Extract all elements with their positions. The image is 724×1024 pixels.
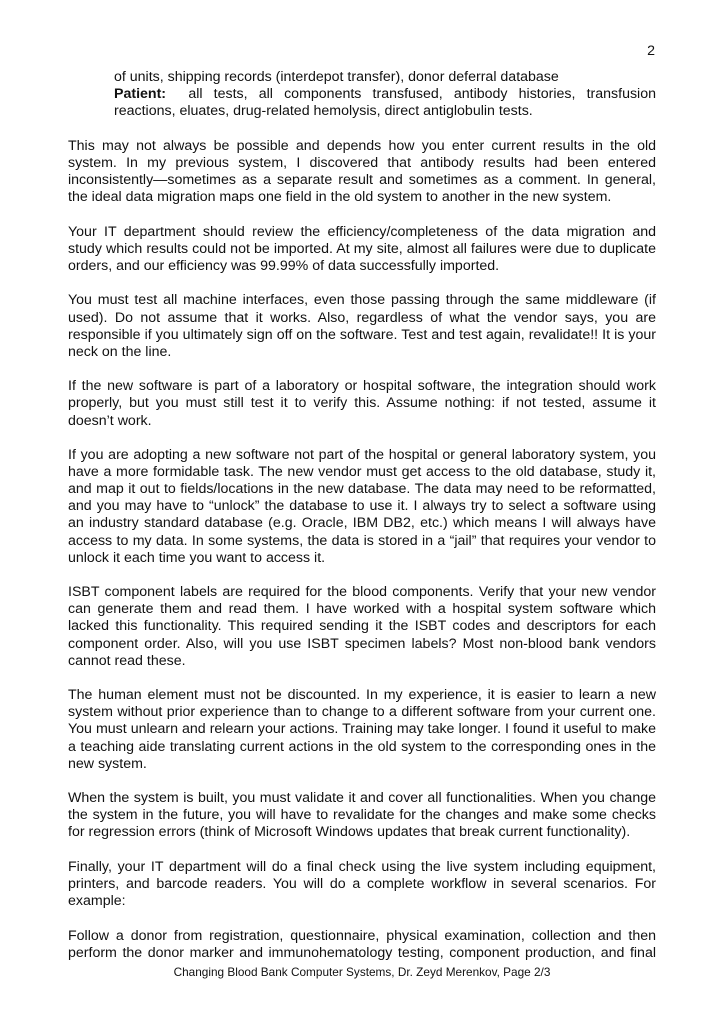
paragraph-final-check: Finally, your IT department will do a final check using the live system including equipment, printers, and barcode readers. You will do a complete workflow in several scenarios. For example: — [68, 858, 656, 910]
paragraph-machine-interfaces: You must test all machine interfaces, even those passing through the same middleware (if used). Do not assume that it works. Also, regardless of what the vendor says, you are responsible if you ultimately sign off on the software. Test and test again, revalidate!! It is your neck on the line. — [68, 292, 656, 360]
document-body — [68, 69, 660, 962]
page-number: 2 — [647, 43, 655, 59]
paragraph-isbt-labels: ISBT component labels are required for the blood components. Verify that your new vendor can generate them and read them. I have worked with a hospital system software which lacked this functionality. This required sending it the ISBT codes and descriptors for each component order. Also, will you use ISBT specimen labels? Most non-blood bank vendors cannot read these. — [68, 584, 656, 669]
intro-block — [114, 69, 660, 120]
patient-line — [114, 86, 660, 120]
paragraph-new-software: If you are adopting a new software not part of the hospital or general laboratory system, you have a more formidable task. The new vendor must get access to the old database, study it, and map it out to fields/locations in the new database. The data may need to be reformatted, and you may have to “unlock” the database to use it. I always try to select a software using an industry standard database (e.g. Oracle, IBM DB2, etc.) which means I will always have access to my data. In some systems, the data is stored in a “jail” that requires your vendor to unlock it each time you want to access it. — [68, 447, 656, 566]
paragraph-data-mapping: This may not always be possible and depends how you enter current results in the old system. In my previous system, I discovered that antibody results had been entered inconsistently—sometimes as a separate result and sometimes as a comment. In general, the ideal data migration maps one field in the old system to another in the new system. — [68, 137, 656, 206]
paragraph-human-element: The human element must not be discounted. In my experience, it is easier to learn a new system without prior experience than to change to a different software from your current one. You must unlearn and relearn your actions. Training may take longer. I found it useful to make a teaching aide translating current actions in the old system to the corresponding ones in the new system. — [68, 687, 656, 772]
patient-text: all tests, all components transfused, antibody histories, transfusion reactions, eluates, drug-related hemolysis, direct antiglobulin tests. — [114, 86, 660, 120]
paragraph-migration-review: Your IT department should review the efficiency/completeness of the data migration and study which results could not be imported. At my site, almost all failures were due to duplicate orders, and our efficiency was 99.99% of data successfully imported. — [68, 223, 656, 274]
paragraph-validation: When the system is built, you must validate it and cover all functionalities. When you change the system in the future, you will have to revalidate for the changes and make some checks for regression errors (think of Microsoft Windows updates that break current functionality). — [68, 790, 656, 841]
patient-label: Patient: — [114, 86, 167, 103]
paragraph-donor-workflow: Follow a donor from registration, questionnaire, physical examination, collection and then perform the donor marker and immunohematology testing, component production, and final — [68, 927, 656, 961]
page-footer: Changing Blood Bank Computer Systems, Dr. Zeyd Merenkov, Page 2/3 — [173, 965, 551, 979]
intro-line: of units, shipping records (interdepot transfer), donor deferral database — [114, 69, 559, 85]
paragraph-integration: If the new software is part of a laboratory or hospital software, the integration should work properly, but you must still test it to verify this. Assume nothing: if not tested, assume it doesn’t work. — [68, 378, 656, 429]
